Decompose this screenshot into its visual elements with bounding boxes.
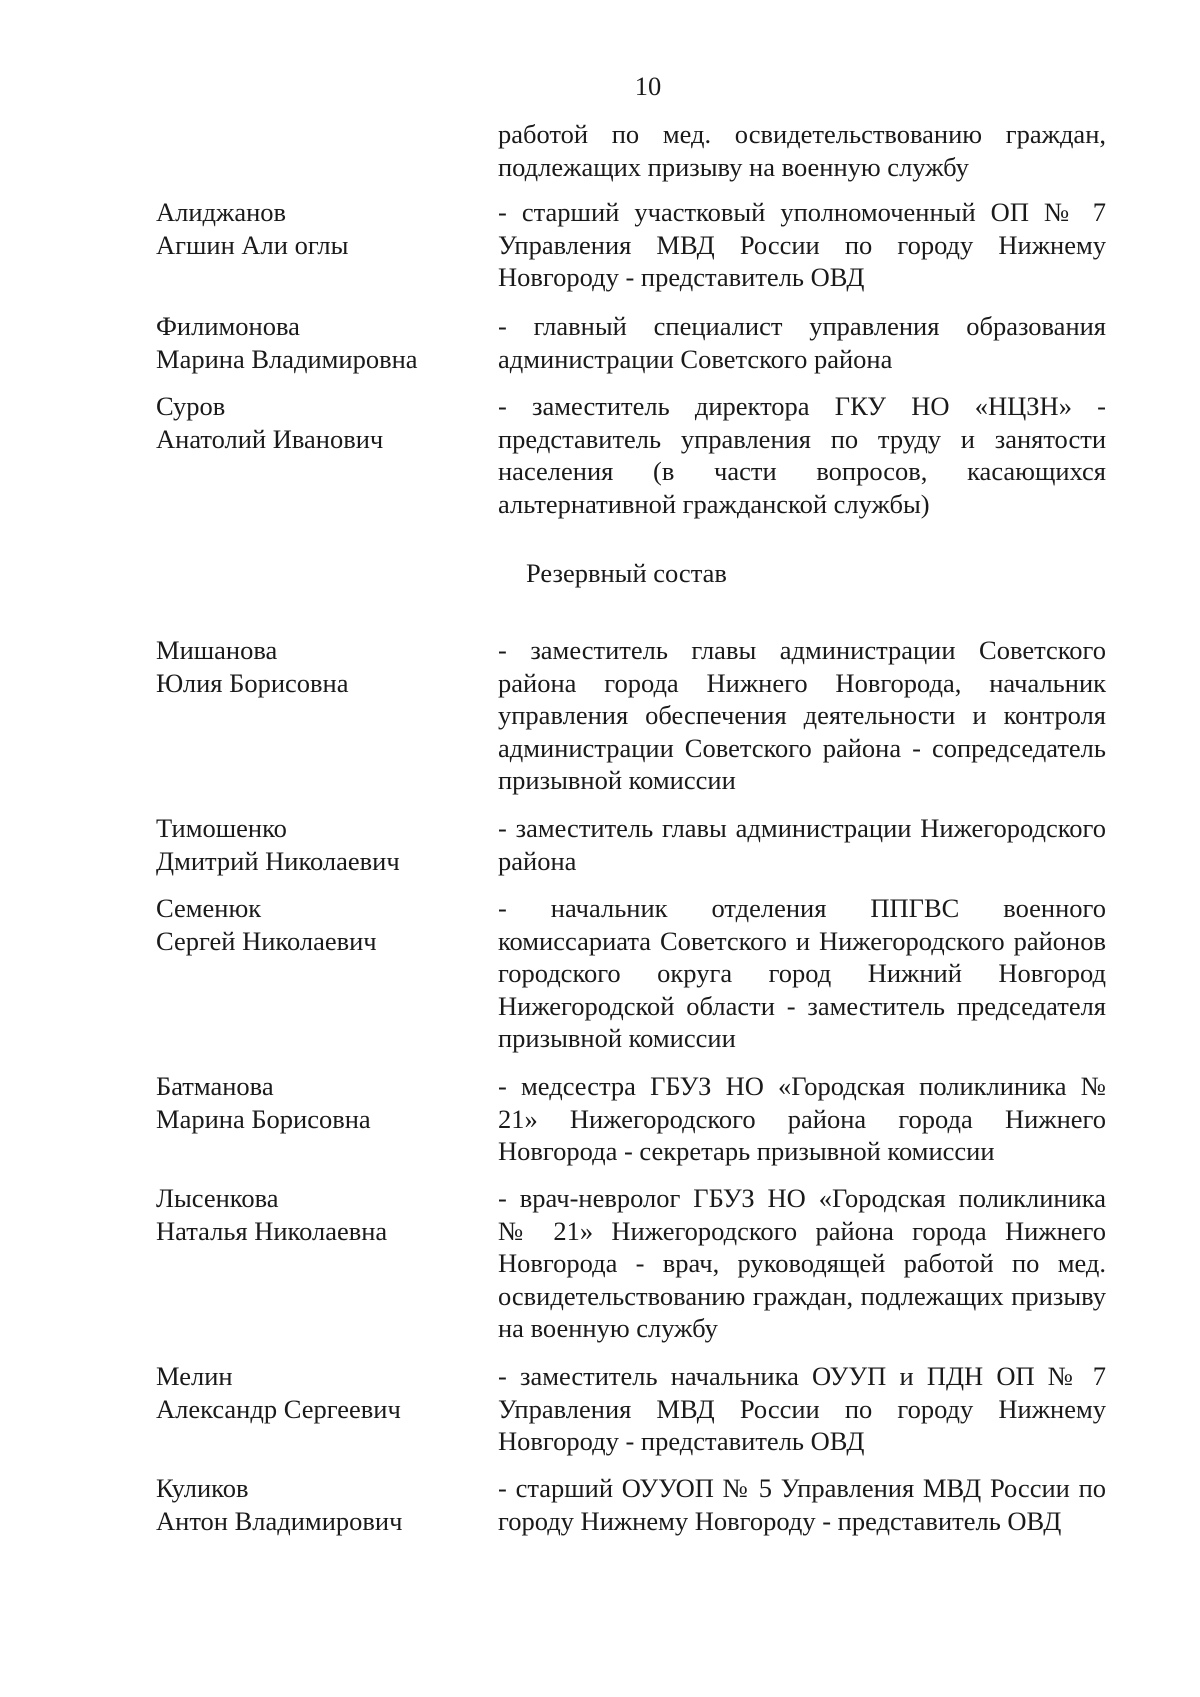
member-description: - заместитель начальника ОУУП и ПДН ОП № 7 Управления МВД России по городу Нижнему Новгороду - представитель ОВД (498, 1361, 1106, 1456)
member-given-name: Антон Владимирович (156, 1505, 403, 1536)
member-description: - главный специалист управления образования администрации Советского района (498, 311, 1106, 374)
member-surname: Суров (156, 391, 226, 421)
member-name (156, 1472, 486, 1537)
member-description: - заместитель директора ГКУ НО «НЦЗН» - представитель управления по труду и занятости населения (в части вопросов, касающихся альтернативной гражданской службы) (498, 391, 1106, 519)
member-name (156, 310, 486, 375)
member-given-name: Марина Владимировна (156, 343, 418, 374)
member-surname: Семенюк (156, 893, 262, 923)
member-description: - заместитель главы администрации Нижегородского района (498, 813, 1106, 876)
member-given-name: Марина Борисовна (156, 1103, 371, 1134)
member-description: - старший ОУУОП № 5 Управления МВД России по городу Нижнему Новгороду - представитель ОВД (498, 1473, 1106, 1536)
member-given-name: Дмитрий Николаевич (156, 845, 400, 876)
member-given-name: Агшин Али оглы (156, 229, 349, 260)
member-name (156, 812, 486, 877)
member-description: - заместитель главы администрации Советского района города Нижнего Новгорода, начальник управления обеспечения деятельности и контроля администрации Советского района - сопредседатель призывной комиссии (498, 635, 1106, 795)
member-name (156, 1182, 486, 1247)
member-name (156, 390, 486, 455)
member-surname: Куликов (156, 1473, 249, 1503)
member-surname: Мишанова (156, 635, 278, 665)
member-surname: Алиджанов (156, 197, 287, 227)
member-surname: Тимошенко (156, 813, 287, 843)
member-given-name: Наталья Николаевна (156, 1215, 388, 1246)
member-given-name: Сергей Николаевич (156, 925, 377, 956)
member-name (156, 1070, 486, 1135)
page-number: 10 (634, 71, 662, 101)
member-surname: Филимонова (156, 311, 300, 341)
member-description: - медсестра ГБУЗ НО «Городская поликлиника № 21» Нижегородского района города Нижнего Новгорода - секретарь призывной комиссии (498, 1071, 1106, 1166)
member-given-name: Александр Сергеевич (156, 1393, 401, 1424)
member-name (156, 892, 486, 957)
member-name (156, 196, 486, 261)
member-given-name: Анатолий Иванович (156, 423, 384, 454)
member-description: - старший участковый уполномоченный ОП № 7 Управления МВД России по городу Нижнему Новгороду - представитель ОВД (498, 197, 1106, 292)
reserve-heading: Резервный состав (526, 558, 727, 588)
member-surname: Лысенкова (156, 1183, 279, 1213)
member-surname: Мелин (156, 1361, 233, 1391)
member-given-name: Юлия Борисовна (156, 667, 349, 698)
continuation-text: работой по мед. освидетельствованию граждан, подлежащих призыву на военную службу (498, 119, 1106, 182)
member-surname: Батманова (156, 1071, 274, 1101)
member-name (156, 1360, 486, 1425)
member-description: - врач-невролог ГБУЗ НО «Городская поликлиника № 21» Нижегородского района города Нижнего Новгорода - врач, руководящей работой по мед. освидетельствованию граждан, подлежащих призыву на военную службу (498, 1183, 1106, 1343)
member-name (156, 634, 486, 699)
member-description: - начальник отделения ППГВС военного комиссариата Советского и Нижегородского районов городского округа город Нижний Новгород Нижегородской области - заместитель председателя призывной комиссии (498, 893, 1106, 1053)
